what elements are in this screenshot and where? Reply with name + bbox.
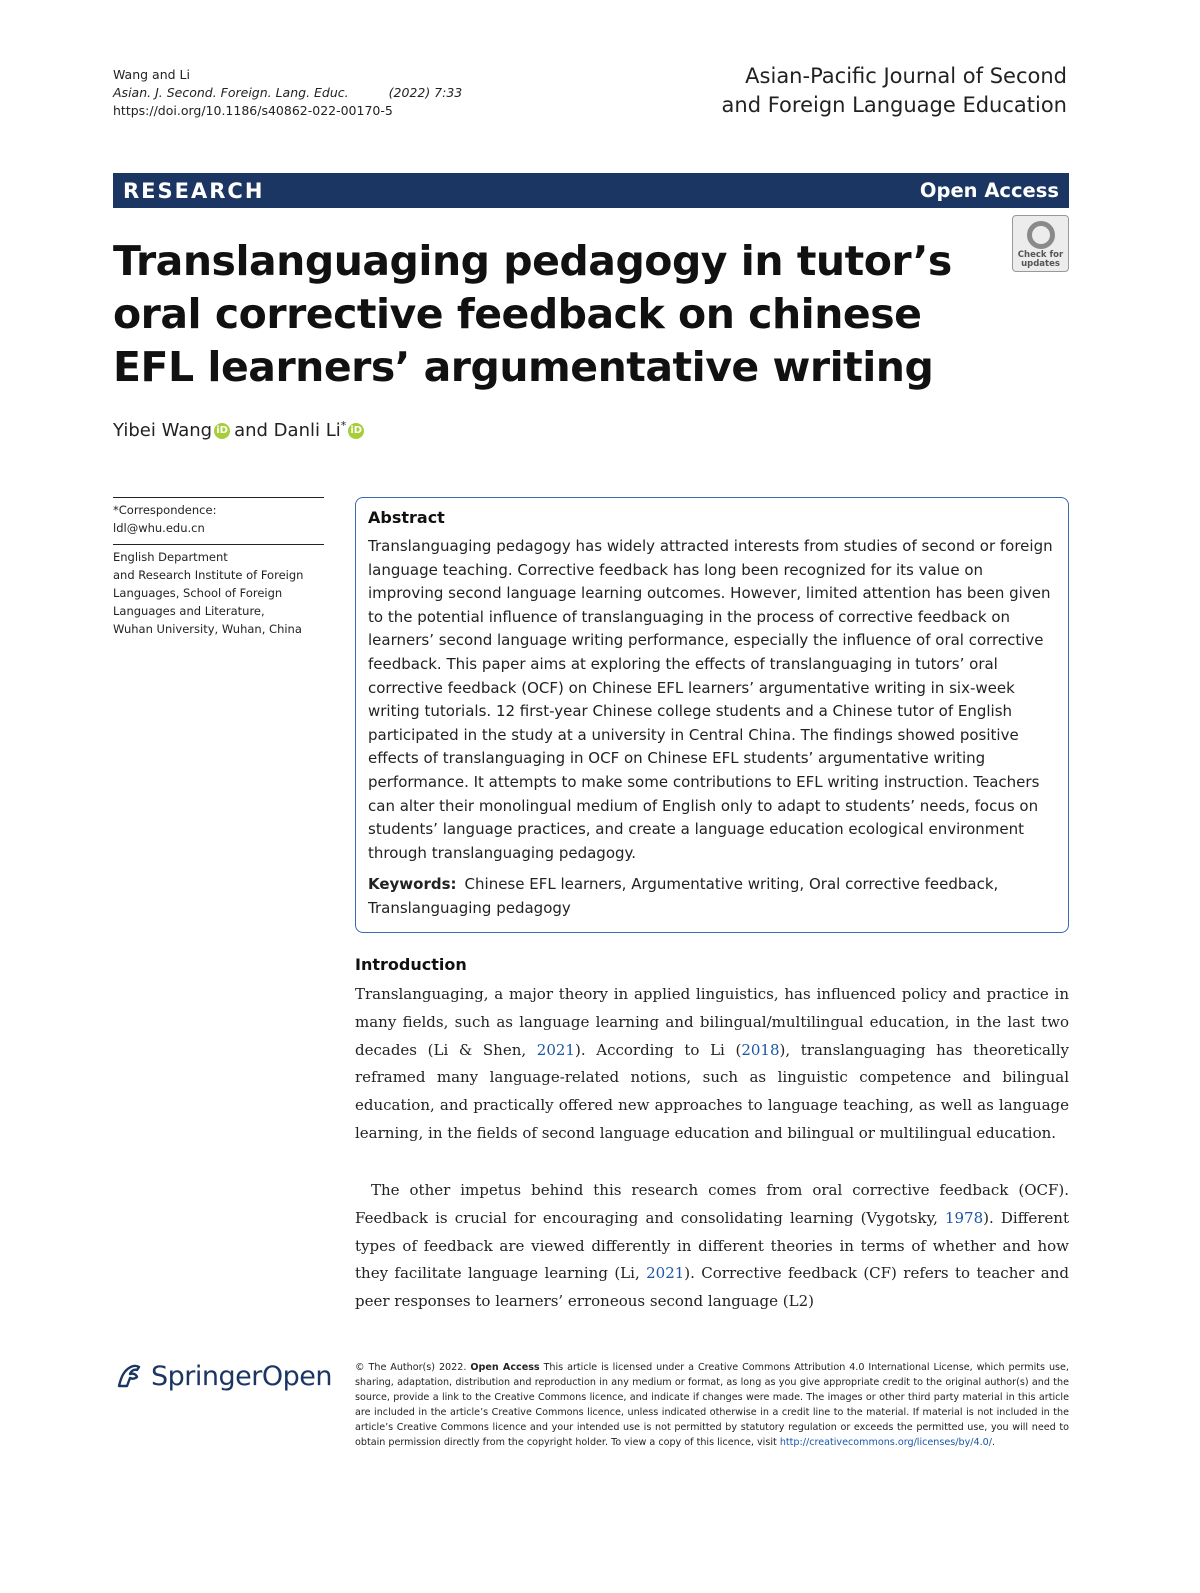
journal-name-line1: Asian-Pacific Journal of Second xyxy=(745,64,1067,88)
affiliation-block xyxy=(113,548,324,638)
correspondence-email[interactable]: ldl@whu.edu.cn xyxy=(113,521,205,535)
keywords-label: Keywords: xyxy=(368,875,457,894)
open-access-label: Open Access xyxy=(919,179,1059,202)
citation-link[interactable]: 2018 xyxy=(741,1040,780,1059)
text-run: ). Different types of feedback are viewed differently in different theories in terms of whether and how they facilitate language learning (Li, xyxy=(355,1208,1069,1283)
license-text: This article is licensed under a Creative Commons Attribution 4.0 International License, which permits use, sharing, adaptation, distribution and reproduction in any medium or format, as long as you give appropriate credit to the original author(s) and the source, provide a link to the Creative Commons licence, and indicate if changes were made. The images or other third party material in this article are included in the article’s Creative Commons licence, unless indicated otherwise in a credit line to the material. If material is not included in the article’s Creative Commons licence and your intended use is not permitted by statutory regulation or exceeds the permitted use, you will need to obtain permission directly from the copyright holder. To view a copy of this licence, visit xyxy=(355,1362,1069,1448)
correspondence-mark: * xyxy=(340,419,347,432)
journal-name-line2: and Foreign Language Education xyxy=(721,93,1067,117)
affiliation-line: English Department xyxy=(113,550,228,564)
affiliation-line: and Research Institute of Foreign xyxy=(113,568,304,582)
journal-name xyxy=(722,62,1067,120)
abstract-heading: Abstract xyxy=(368,508,445,527)
affiliation-line: Wuhan University, Wuhan, China xyxy=(113,622,302,636)
copyright: © The Author(s) 2022. xyxy=(355,1362,467,1373)
orcid-icon[interactable]: iD xyxy=(214,423,230,439)
author-name[interactable]: Yibei Wang xyxy=(113,420,213,441)
doi-link[interactable]: https://doi.org/10.1186/s40862-022-00170-5 xyxy=(113,103,393,118)
author-name-second[interactable]: and Danli Li xyxy=(234,420,341,441)
affiliation-line: Languages and Literature, xyxy=(113,604,265,618)
text-run: ). Corrective feedback (CF) refers to teacher and peer responses to learners’ erroneous second language (L2) xyxy=(355,1264,1070,1311)
citation-link[interactable]: 2021 xyxy=(646,1264,685,1283)
keywords xyxy=(368,873,1056,920)
abstract-box xyxy=(355,497,1069,933)
correspondence-label: *Correspondence: xyxy=(113,503,217,517)
license-url-link[interactable]: http://creativecommons.org/licenses/by/4.0/ xyxy=(779,1437,993,1448)
affiliation-line: Languages, School of Foreign xyxy=(113,586,283,600)
sidebar-rule-middle xyxy=(113,544,324,545)
publisher-name-open: Open xyxy=(261,1360,332,1392)
publisher-name xyxy=(151,1361,332,1392)
author-list xyxy=(113,420,368,441)
citation-link[interactable]: 2021 xyxy=(536,1040,575,1059)
citation-link[interactable]: 1978 xyxy=(944,1208,984,1227)
section-banner xyxy=(113,173,1069,208)
check-updates-icon xyxy=(1027,221,1055,249)
orcid-icon-second[interactable]: iD xyxy=(348,423,364,439)
introduction-paragraph-1 xyxy=(355,981,1069,1148)
abstract-text: Translanguaging pedagogy has widely attracted interests from studies of second or foreign language teaching. Corrective feedback has long been recognized for its value on improving second language learning outcomes. However, limited attention has been given to the potential influence of translanguaging in the process of corrective feedback on learners’ second language writing performance, especially the influence of oral corrective feedback. This paper aims at exploring the effects of translanguaging in tutors’ oral corrective feedback (OCF) on Chinese EFL learners’ argumentative writing in six-week writing tutorials. 12 first-year Chinese college students and a Chinese tutor of English participated in the study at a university in Central China. The findings showed positive effects of translanguaging in OCF on Chinese EFL students’ argumentative writing performance. It attempts to make some contributions to EFL writing instruction. Teachers can alter their monolingual medium of English only to adapt to students’ needs, focus on students’ language practices, and create a language education ecological environment through translanguaging pedagogy. xyxy=(368,537,1053,862)
text-run: ). According to Li ( xyxy=(574,1040,742,1059)
text-run: ), translanguaging has theoretically reframed many language-related notions, such as linguistic competence and bilingual education, and practically offered new approaches to language teaching, as well as language learning, in the fields of second language education and bilingual or multilingual education. xyxy=(355,1040,1070,1142)
publisher-name-main: Springer xyxy=(151,1360,262,1392)
check-updates-line2: updates xyxy=(1021,259,1060,269)
year-volume: (2022) 7:33 xyxy=(388,85,463,100)
keywords-list: Chinese EFL learners, Argumentative writing, Oral corrective feedback, Translanguaging pedagogy xyxy=(368,875,999,917)
journal-citation xyxy=(113,84,462,102)
journal-abbrev: Asian. J. Second. Foreign. Lang. Educ. xyxy=(113,85,349,100)
introduction-paragraph-2 xyxy=(355,1177,1069,1316)
license-notice xyxy=(355,1360,1069,1450)
license-end: . xyxy=(992,1437,996,1448)
introduction-heading: Introduction xyxy=(355,955,467,974)
text-run: The other impetus behind this research comes from oral corrective feedback (OCF). Feedback is crucial for encouraging and consolidating learning (Vygotsky, xyxy=(355,1181,1069,1227)
section-label: RESEARCH xyxy=(123,178,265,203)
check-for-updates-badge[interactable] xyxy=(1012,215,1069,272)
springer-open-logo xyxy=(113,1360,332,1392)
article-title: Translanguaging pedagogy in tutor’s oral corrective feedback on chinese EFL learners’ argumentative writing xyxy=(113,237,952,391)
sidebar-rule-top xyxy=(113,497,324,498)
article-header-meta xyxy=(113,66,462,120)
license-open-access: Open Access xyxy=(470,1362,540,1373)
text-run: Translanguaging, a major theory in applied linguistics, has influenced policy and practice in many fields, such as language learning and bilingual/multilingual education, in the last two decades (Li & Shen, xyxy=(355,985,1069,1059)
check-updates-text xyxy=(1018,251,1063,269)
correspondence-block xyxy=(113,501,324,537)
check-updates-line1: Check for xyxy=(1017,250,1064,260)
running-authors: Wang and Li xyxy=(113,67,190,82)
springer-horse-icon xyxy=(113,1360,145,1392)
